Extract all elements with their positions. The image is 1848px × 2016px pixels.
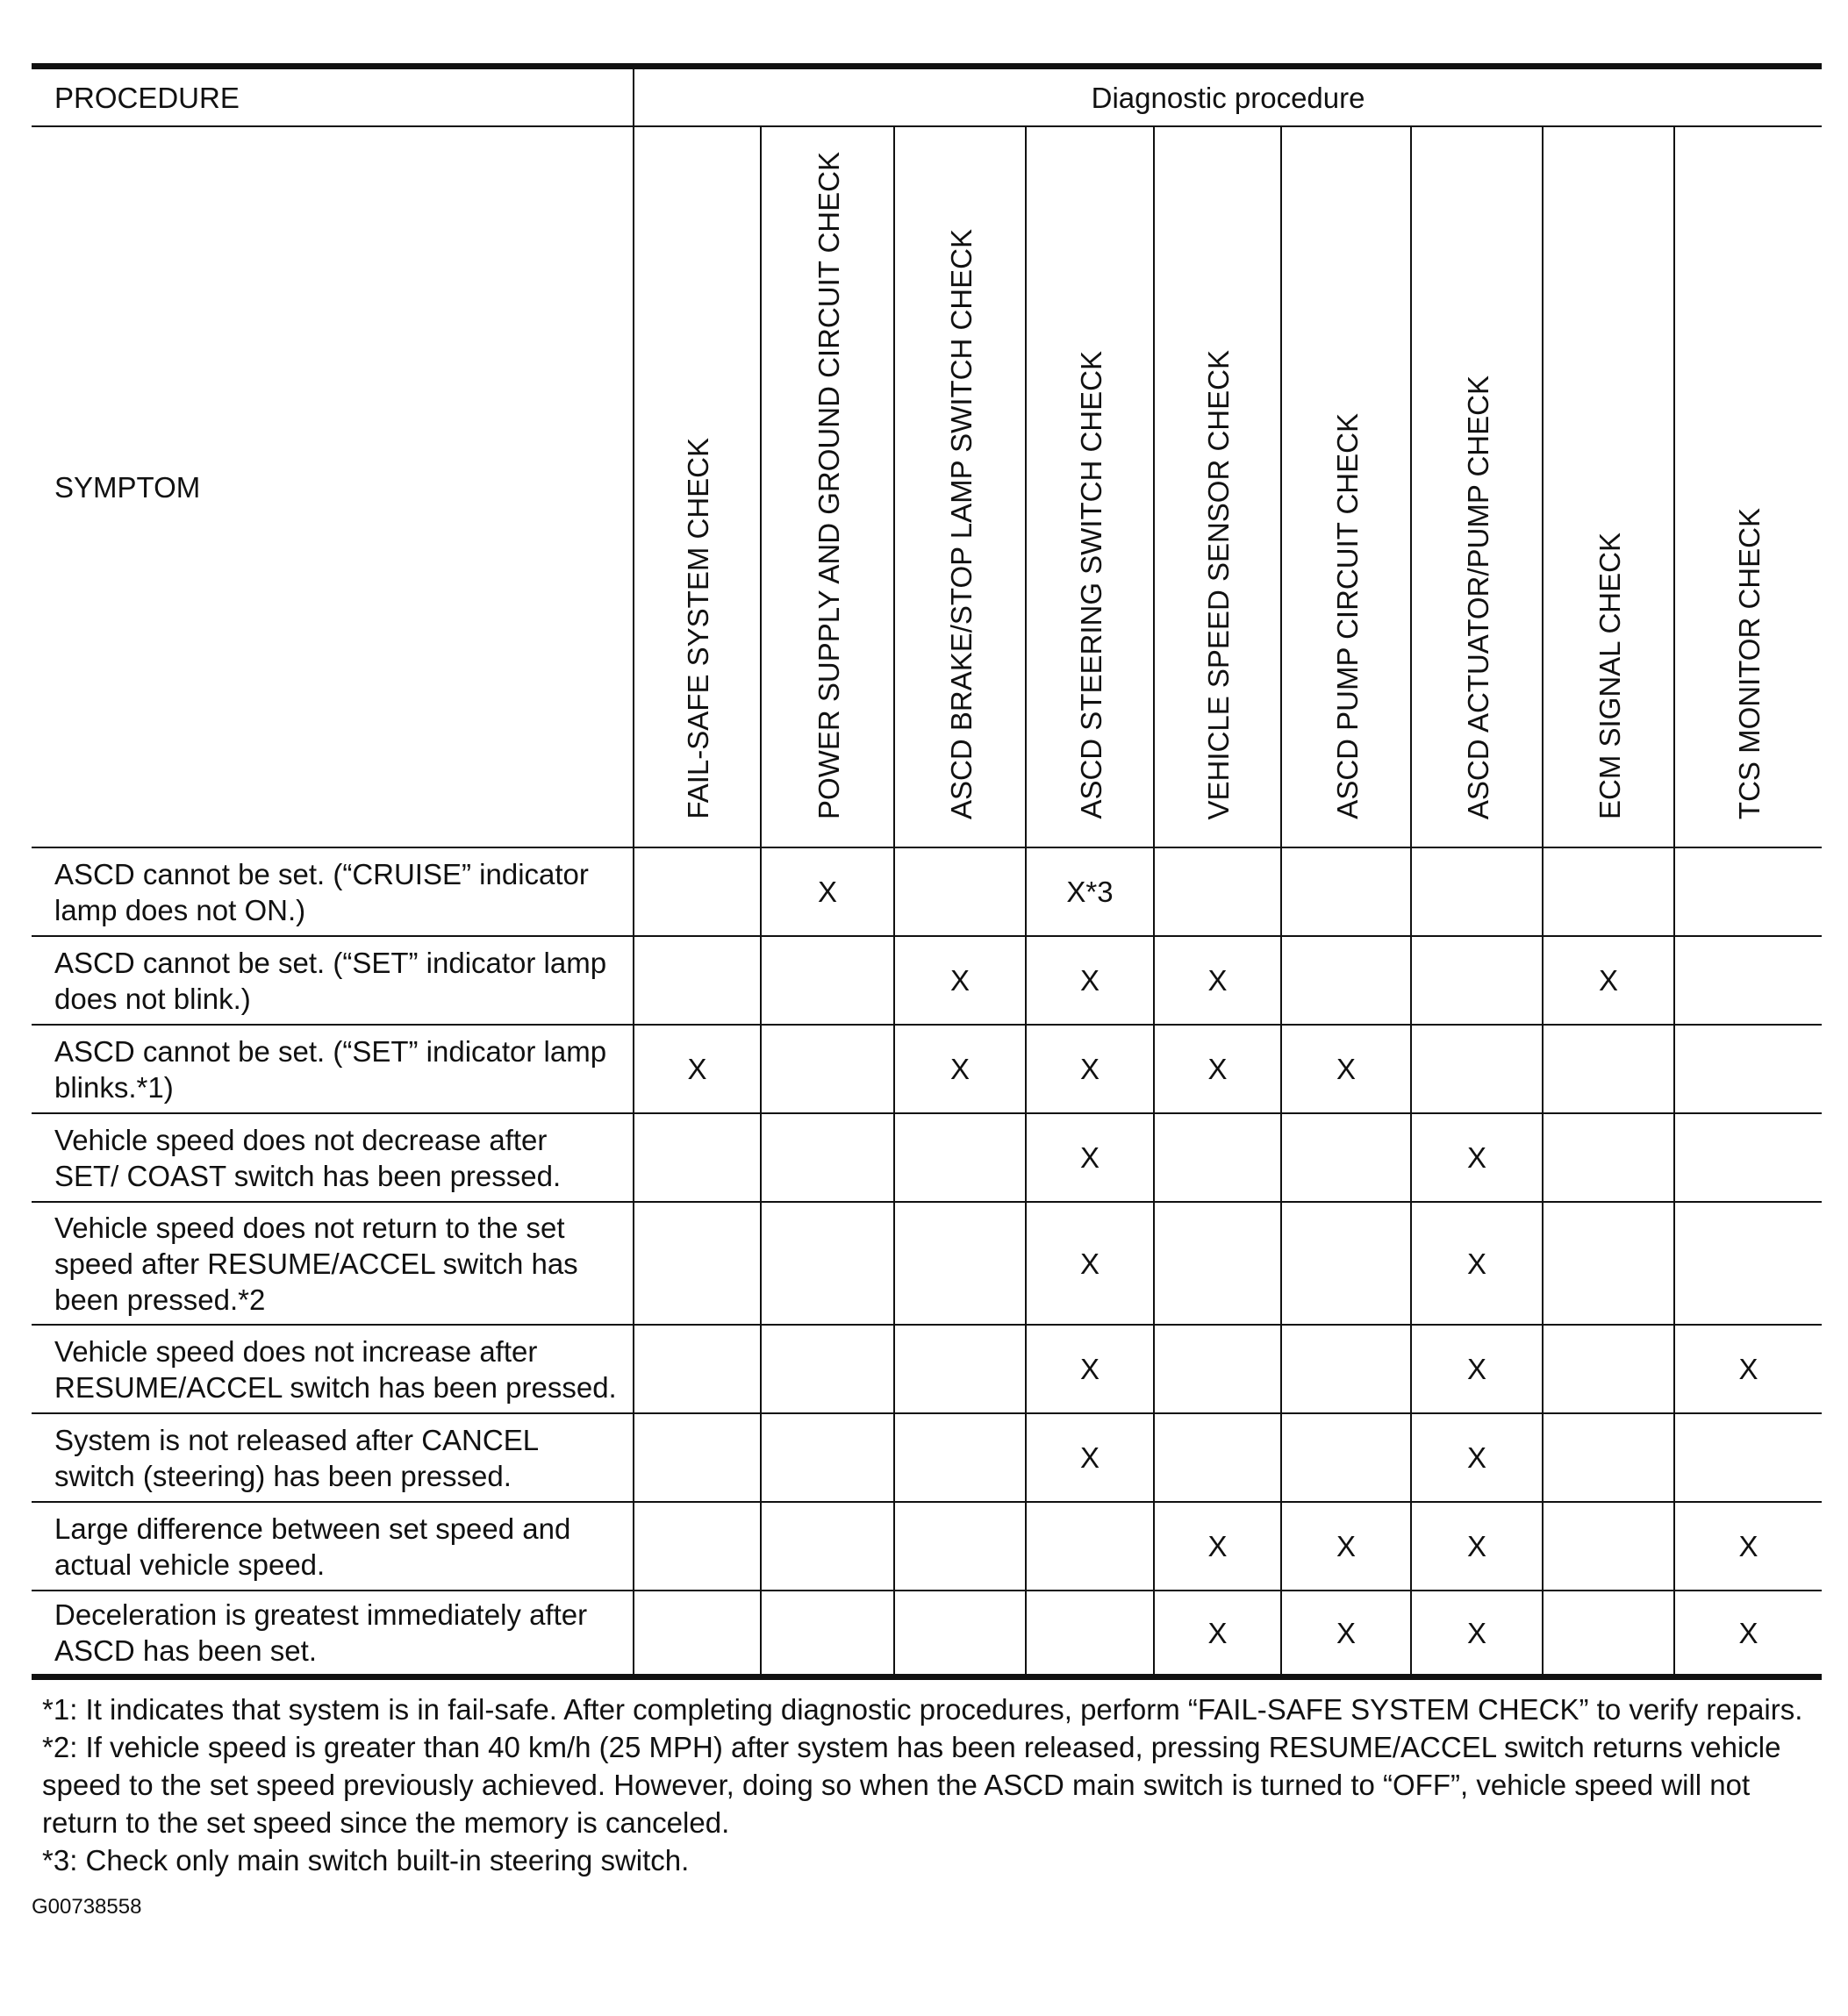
check-mark-cell <box>1411 936 1543 1025</box>
column-header-text: ASCD PUMP CIRCUIT CHECK <box>1330 413 1364 819</box>
check-mark-cell: X <box>761 847 894 936</box>
symptom-cell: ASCD cannot be set. (“SET” indicator lamp blinks.*1) <box>32 1025 634 1113</box>
symptom-cell: Large difference between set speed and actual vehicle speed. <box>32 1502 634 1591</box>
check-mark-cell <box>1154 1413 1281 1502</box>
column-header-text: FAIL-SAFE SYSTEM CHECK <box>682 438 714 819</box>
column-header-text: ASCD BRAKE/STOP LAMP SWITCH CHECK <box>944 229 978 819</box>
check-mark-cell <box>1543 1025 1674 1113</box>
check-mark-cell <box>894 1202 1026 1325</box>
check-mark-cell: X <box>1026 1202 1154 1325</box>
footnote-3: *3: Check only main switch built-in steering switch. <box>42 1844 690 1877</box>
column-header <box>1674 126 1822 847</box>
check-mark-cell: X <box>1674 1502 1822 1591</box>
check-mark-cell <box>1543 1113 1674 1202</box>
check-mark-cell <box>761 1025 894 1113</box>
check-mark-cell <box>1154 1325 1281 1413</box>
check-mark-cell <box>894 1113 1026 1202</box>
check-mark-cell: X <box>1281 1591 1411 1677</box>
figure-code: G00738558 <box>32 1895 142 1919</box>
check-mark-cell: X <box>1411 1502 1543 1591</box>
column-header-text: ASCD STEERING SWITCH CHECK <box>1074 351 1107 819</box>
symptom-cell: Vehicle speed does not return to the set speed after RESUME/ACCEL switch has been pressed.*2 <box>32 1202 634 1325</box>
check-mark-cell: X <box>1154 1591 1281 1677</box>
check-mark-cell <box>1674 1025 1822 1113</box>
header-row-columns <box>32 126 1822 847</box>
column-header-text: TCS MONITOR CHECK <box>1733 507 1766 819</box>
check-mark-cell <box>634 1202 761 1325</box>
check-mark-cell: X <box>1411 1202 1543 1325</box>
check-mark-cell: X <box>1411 1113 1543 1202</box>
check-mark-cell: X <box>1281 1502 1411 1591</box>
check-mark-cell <box>634 1325 761 1413</box>
check-mark-cell: X <box>1026 1025 1154 1113</box>
check-mark-cell <box>634 1113 761 1202</box>
table-row <box>32 936 1822 1025</box>
check-mark-cell <box>894 1325 1026 1413</box>
check-mark-cell <box>894 1591 1026 1677</box>
check-mark-cell <box>1674 847 1822 936</box>
diagnostic-table <box>32 63 1822 1680</box>
check-mark-cell <box>1281 1113 1411 1202</box>
check-mark-cell <box>894 1413 1026 1502</box>
check-mark-cell: X <box>1411 1413 1543 1502</box>
column-header <box>1411 126 1543 847</box>
symptom-cell: Vehicle speed does not decrease after SET/ COAST switch has been pressed. <box>32 1113 634 1202</box>
symptom-cell: ASCD cannot be set. (“SET” indicator lamp does not blink.) <box>32 936 634 1025</box>
check-mark-cell: X <box>1674 1325 1822 1413</box>
check-mark-cell: X*3 <box>1026 847 1154 936</box>
column-header-text: POWER SUPPLY AND GROUND CIRCUIT CHECK <box>812 152 845 819</box>
check-mark-cell <box>1281 1413 1411 1502</box>
check-mark-cell <box>761 1413 894 1502</box>
check-mark-cell <box>761 936 894 1025</box>
column-header <box>1154 126 1281 847</box>
check-mark-cell <box>1154 1113 1281 1202</box>
check-mark-cell: X <box>1674 1591 1822 1677</box>
check-mark-cell <box>1543 1502 1674 1591</box>
check-mark-cell <box>634 1413 761 1502</box>
check-mark-cell <box>761 1202 894 1325</box>
column-header <box>894 126 1026 847</box>
column-header <box>1281 126 1411 847</box>
check-mark-cell <box>634 1502 761 1591</box>
check-mark-cell: X <box>1154 936 1281 1025</box>
check-mark-cell: X <box>634 1025 761 1113</box>
column-header <box>761 126 894 847</box>
column-header-text: ECM SIGNAL CHECK <box>1593 532 1626 819</box>
check-mark-cell <box>1281 936 1411 1025</box>
check-mark-cell <box>1411 1025 1543 1113</box>
footnote-1: *1: It indicates that system is in fail-safe. After completing diagnostic procedures, perform “FAIL-SAFE SYSTEM CHECK” to verify repairs. <box>42 1693 1803 1726</box>
check-mark-cell: X <box>1543 936 1674 1025</box>
check-mark-cell <box>1026 1502 1154 1591</box>
check-mark-cell: X <box>1154 1502 1281 1591</box>
check-mark-cell <box>1543 1591 1674 1677</box>
check-mark-cell <box>761 1591 894 1677</box>
check-mark-cell <box>1026 1591 1154 1677</box>
check-mark-cell: X <box>894 936 1026 1025</box>
check-mark-cell <box>1154 1202 1281 1325</box>
check-mark-cell <box>1281 1202 1411 1325</box>
symptom-label: SYMPTOM <box>32 126 634 847</box>
check-mark-cell <box>1543 847 1674 936</box>
check-mark-cell: X <box>1026 1413 1154 1502</box>
table-row <box>32 1025 1822 1113</box>
diagnostic-procedure-label: Diagnostic procedure <box>634 67 1822 127</box>
document <box>32 63 1822 1919</box>
check-mark-cell: X <box>1026 936 1154 1025</box>
check-mark-cell: X <box>894 1025 1026 1113</box>
table-row <box>32 847 1822 936</box>
check-mark-cell <box>1411 847 1543 936</box>
check-mark-cell <box>1543 1325 1674 1413</box>
column-header-text: ASCD ACTUATOR/PUMP CHECK <box>1461 375 1494 819</box>
footnotes <box>32 1691 1822 1879</box>
check-mark-cell: X <box>1411 1591 1543 1677</box>
header-row-procedure <box>32 67 1822 127</box>
check-mark-cell <box>761 1502 894 1591</box>
table-row <box>32 1502 1822 1591</box>
check-mark-cell <box>1543 1413 1674 1502</box>
symptom-cell: System is not released after CANCEL switch (steering) has been pressed. <box>32 1413 634 1502</box>
check-mark-cell: X <box>1411 1325 1543 1413</box>
check-mark-cell <box>894 847 1026 936</box>
check-mark-cell <box>1154 847 1281 936</box>
table-row <box>32 1325 1822 1413</box>
footnote-2: *2: If vehicle speed is greater than 40 km/h (25 MPH) after system has been released, pressing RESUME/ACCEL switch returns vehicle speed to the set speed previously achieved. However, doing so when the ASCD main switch is turned to “OFF”, vehicle speed will not return to the set speed since the memory is canceled. <box>42 1731 1781 1839</box>
table-row <box>32 1113 1822 1202</box>
check-mark-cell: X <box>1281 1025 1411 1113</box>
table-row <box>32 1413 1822 1502</box>
check-mark-cell <box>761 1113 894 1202</box>
check-mark-cell <box>1543 1202 1674 1325</box>
symptom-cell: Vehicle speed does not increase after RESUME/ACCEL switch has been pressed. <box>32 1325 634 1413</box>
procedure-label: PROCEDURE <box>32 67 634 127</box>
check-mark-cell <box>761 1325 894 1413</box>
check-mark-cell <box>1281 847 1411 936</box>
check-mark-cell <box>1674 936 1822 1025</box>
column-header-text: VEHICLE SPEED SENSOR CHECK <box>1202 349 1235 819</box>
symptom-cell: ASCD cannot be set. (“CRUISE” indicator lamp does not ON.) <box>32 847 634 936</box>
check-mark-cell <box>634 936 761 1025</box>
column-header <box>1026 126 1154 847</box>
check-mark-cell: X <box>1026 1113 1154 1202</box>
check-mark-cell <box>894 1502 1026 1591</box>
check-mark-cell <box>634 847 761 936</box>
column-header <box>634 126 761 847</box>
table-row <box>32 1591 1822 1677</box>
check-mark-cell <box>1674 1202 1822 1325</box>
check-mark-cell <box>1674 1113 1822 1202</box>
check-mark-cell: X <box>1026 1325 1154 1413</box>
column-header <box>1543 126 1674 847</box>
check-mark-cell <box>1674 1413 1822 1502</box>
check-mark-cell: X <box>1154 1025 1281 1113</box>
symptom-cell: Deceleration is greatest immediately after ASCD has been set. <box>54 1598 588 1667</box>
table-row <box>32 1202 1822 1325</box>
check-mark-cell <box>634 1591 761 1677</box>
check-mark-cell <box>1281 1325 1411 1413</box>
